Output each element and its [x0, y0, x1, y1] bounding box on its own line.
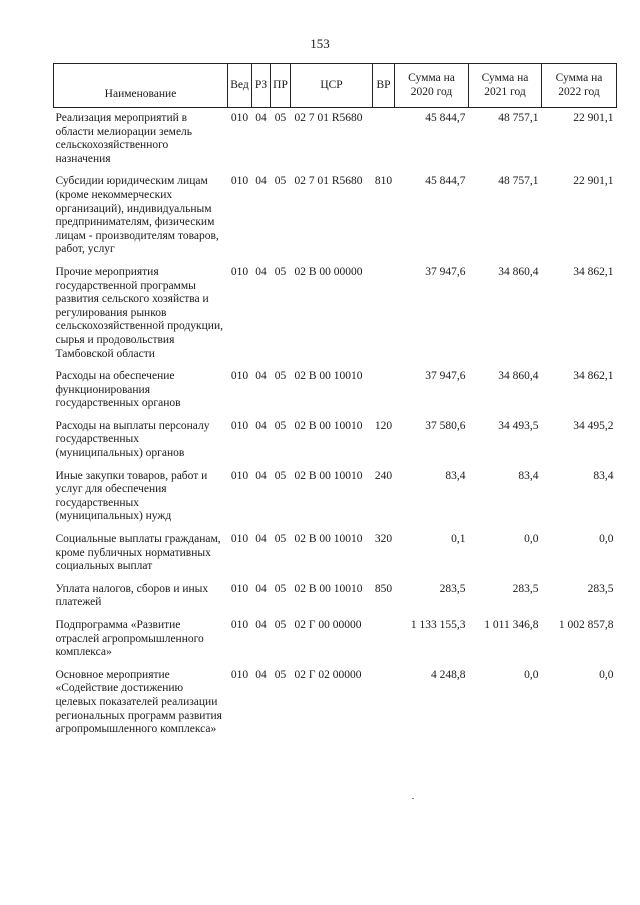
row-name: Уплата налогов, сборов и иных платежей: [55, 582, 209, 609]
row-vr: 240: [374, 469, 393, 482]
header-sum-2020: Сумма на 2020 год: [395, 64, 469, 108]
row-vr: [373, 665, 395, 742]
row-name: Прочие мероприятия государственной программы развития сельского хозяйства и регулирования рынков сельскохозяйственной продукции, сырья и продовольствия Тамбовской области: [55, 265, 223, 360]
row-rz: 04: [255, 582, 267, 595]
row-vr: [373, 615, 395, 665]
row-sum-2021: 0,0: [524, 533, 539, 546]
row-sum-2021: 0,0: [524, 668, 539, 681]
row-ved: 010: [230, 112, 249, 124]
row-csr: 02 В 00 10010: [294, 533, 363, 546]
row-sum-2020: 37 947,6: [425, 265, 466, 278]
row-csr: 02 Г 02 00000: [294, 668, 362, 681]
row-sum-2020: 1 133 155,3: [410, 619, 466, 631]
table-row: [54, 466, 617, 529]
header-csr: ЦСР: [291, 64, 373, 108]
row-ved: 010: [230, 582, 249, 595]
row-sum-2021: 34 860,4: [498, 370, 539, 383]
budget-table: [53, 63, 617, 742]
table-row: [54, 416, 617, 466]
row-sum-2021: 48 757,1: [498, 175, 539, 188]
row-name: Субсидии юридическим лицам (кроме некоммерческих организаций), индивидуальным предпринимателям, физическим лицам - производителям товаров, работ, услуг: [55, 175, 219, 256]
header-ved: Вед: [228, 64, 252, 108]
row-sum-2021: 1 011 346,8: [484, 619, 539, 631]
row-csr: 02 В 00 10010: [294, 582, 363, 595]
row-ved: 010: [230, 419, 249, 432]
row-vr: 810: [374, 175, 393, 188]
header-pr: ПР: [271, 64, 291, 108]
header-name: Наименование: [54, 64, 228, 108]
row-rz: 04: [255, 619, 267, 631]
table-header: [54, 64, 617, 108]
row-rz: 04: [255, 469, 267, 482]
table-row: [54, 579, 617, 615]
row-rz: 04: [255, 175, 267, 188]
row-sum-2022: 0,0: [599, 668, 614, 681]
row-sum-2022: 83,4: [593, 469, 614, 482]
row-pr: 05: [274, 112, 287, 124]
row-sum-2021: 48 757,1: [498, 112, 539, 124]
header-vr: ВР: [373, 64, 395, 108]
row-pr: 05: [274, 582, 287, 595]
row-pr: 05: [274, 175, 287, 188]
row-rz: 04: [255, 370, 267, 383]
row-ved: 010: [230, 469, 249, 482]
row-csr: 02 В 00 10010: [294, 370, 363, 383]
row-ved: 010: [230, 265, 249, 278]
row-pr: 05: [274, 619, 287, 631]
row-name: Реализация мероприятий в области мелиорации земель сельскохозяйственного назначения: [55, 112, 193, 165]
row-ved: 010: [230, 370, 249, 383]
table-row: [54, 366, 617, 416]
row-sum-2021: 34 493,5: [498, 419, 539, 432]
scan-speck: [412, 798, 414, 799]
row-ved: 010: [230, 668, 249, 681]
row-sum-2020: 45 844,7: [425, 112, 466, 124]
row-ved: 010: [230, 175, 249, 188]
row-sum-2020: 4 248,8: [431, 668, 466, 681]
row-sum-2021: 83,4: [518, 469, 539, 482]
row-name: Иные закупки товаров, работ и услуг для обеспечения государственных (муниципальных) нужд: [55, 469, 208, 523]
row-sum-2022: 22 901,1: [573, 112, 614, 124]
row-vr: [373, 366, 395, 416]
row-sum-2022: 34 862,1: [573, 370, 614, 383]
row-csr: 02 7 01 R5680: [294, 175, 363, 188]
header-rz: РЗ: [252, 64, 271, 108]
row-pr: 05: [274, 265, 287, 278]
row-csr: 02 Г 00 00000: [294, 619, 362, 631]
row-name: Основное мероприятие «Содействие достижению целевых показателей реализации региональных программ развития агропромышленного комплекса»: [55, 668, 222, 736]
row-pr: 05: [274, 533, 287, 546]
row-csr: 02 В 00 10010: [294, 419, 363, 432]
row-vr: [373, 108, 395, 172]
row-name: Расходы на обеспечение функционирования государственных органов: [55, 370, 181, 410]
table-row: [54, 529, 617, 579]
table-row: [54, 665, 617, 742]
row-vr: [373, 262, 395, 366]
row-sum-2020: 283,5: [439, 582, 466, 595]
table-row: [54, 108, 617, 172]
row-vr: 850: [374, 582, 393, 595]
table-row: [54, 262, 617, 366]
row-sum-2020: 83,4: [445, 469, 466, 482]
row-csr: 02 В 00 00000: [294, 265, 363, 278]
row-name: Подпрограмма «Развитие отраслей агропромышленного комплекса»: [55, 619, 204, 659]
row-sum-2020: 45 844,7: [425, 175, 466, 188]
row-sum-2021: 34 860,4: [498, 265, 539, 278]
row-rz: 04: [255, 265, 267, 278]
table-row: [54, 171, 617, 262]
row-pr: 05: [274, 419, 287, 432]
row-rz: 04: [255, 419, 267, 432]
row-sum-2020: 0,1: [451, 533, 466, 546]
row-sum-2020: 37 580,6: [425, 419, 466, 432]
budget-table-container: [53, 63, 616, 742]
row-pr: 05: [274, 370, 287, 383]
row-sum-2022: 1 002 857,8: [558, 619, 614, 631]
row-vr: 120: [374, 419, 393, 432]
row-sum-2022: 283,5: [587, 582, 614, 595]
row-sum-2022: 34 495,2: [573, 419, 614, 432]
header-sum-2022: Сумма на 2022 год: [542, 64, 617, 108]
row-rz: 04: [255, 668, 267, 681]
row-sum-2021: 283,5: [512, 582, 539, 595]
row-name: Социальные выплаты гражданам, кроме публичных нормативных социальных выплат: [55, 533, 221, 573]
row-rz: 04: [255, 112, 267, 124]
row-name: Расходы на выплаты персоналу государственных (муниципальных) органов: [55, 419, 210, 460]
row-sum-2022: 0,0: [599, 533, 614, 546]
page-number: 153: [310, 36, 330, 51]
row-sum-2022: 34 862,1: [573, 265, 614, 278]
header-sum-2021: Сумма на 2021 год: [469, 64, 542, 108]
row-sum-2022: 22 901,1: [573, 175, 614, 188]
row-sum-2020: 37 947,6: [425, 370, 466, 383]
row-ved: 010: [230, 619, 249, 631]
row-pr: 05: [274, 668, 287, 681]
row-ved: 010: [230, 533, 249, 546]
row-csr: 02 7 01 R5680: [294, 112, 363, 124]
row-pr: 05: [274, 469, 287, 482]
table-body: [54, 108, 617, 742]
row-csr: 02 В 00 10010: [294, 469, 363, 482]
row-vr: 320: [374, 533, 393, 546]
table-row: [54, 615, 617, 665]
row-rz: 04: [255, 533, 267, 546]
